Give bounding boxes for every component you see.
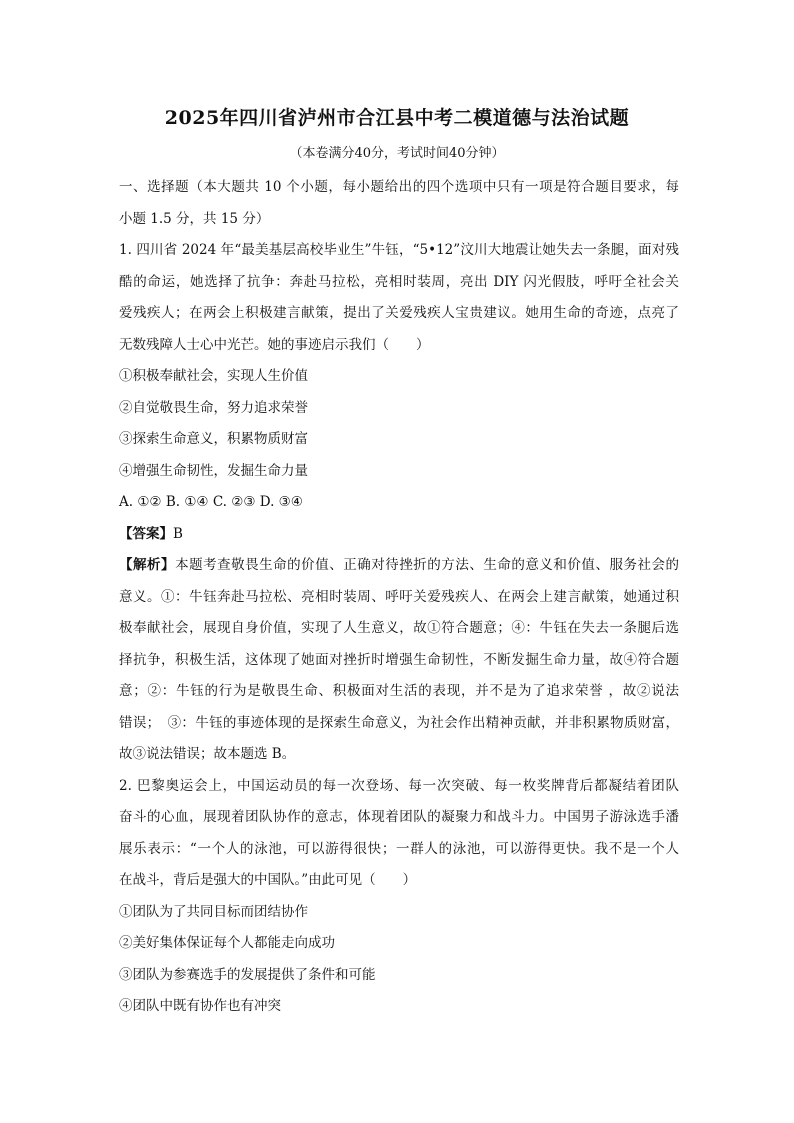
question-1	[119, 235, 679, 771]
answer-value: B	[173, 525, 183, 542]
analysis-line: 择抗争，积极生活，这体现了她面对挫折时增强生命韧性，不断发掘生命力量，故④符合题	[119, 651, 679, 668]
option-item: ④增强生命韧性，发掘生命力量	[119, 462, 308, 479]
answer-line	[119, 519, 679, 551]
question-stem-line: 1. 四川省 2024 年“最美基层高校毕业生”牛钰，“5•12”汶川大地震让她失去一条腿，面对残	[119, 242, 679, 258]
question-stem-line: 2. 巴黎奥运会上，中国运动员的每一次登场、每一次突破、每一枚奖牌背后都凝结着团队	[119, 777, 679, 794]
option-item: ②美好集体保证每个人都能走向成功	[119, 935, 335, 951]
question-stem-line: 展乐表示：“一个人的泳池，可以游得很快；一群人的泳池，可以游得更快。我不是一个人	[119, 840, 679, 857]
option-item: ③探索生命意义，积累物质财富	[119, 431, 308, 447]
analysis-line: 错误； ③：牛钰的事迹体现的是探索生命意义，为社会作出精神贡献，并非积累物质财富，	[119, 714, 679, 731]
analysis-tag: 【解析】	[119, 557, 176, 573]
analysis-text: 本题考查敬畏生命的价值、正确对待挫折的方法、生命的意义和价值、服务社会的	[175, 557, 680, 573]
section-heading-line: 一、选择题（本大题共 10 个小题，每小题给出的四个选项中只有一项是符合题目要求，每	[119, 179, 679, 195]
answer-tag: 【答案】	[119, 525, 173, 542]
option-item: ③团队为参赛选手的发展提供了条件和可能	[119, 966, 376, 983]
question-stem-line: 爱残疾人；在两会上积极建言献策，提出了关爱残疾人宝贵建议。她用生命的奇迹，点亮了	[119, 305, 679, 321]
question-stem-line: 无数残障人士心中光芒。她的事迹启示我们（ ）	[119, 336, 430, 353]
question-2	[119, 771, 679, 1023]
exam-info-subtitle: （本卷满分40分，考试时间40分钟）	[289, 146, 505, 161]
analysis-line: 故③说法错误；故本题选 B。	[119, 746, 296, 762]
question-stem-line: 奋斗的心血，展现着团队协作的意志，体现着团队的凝聚力和战斗力。中国男子游泳选手潘	[119, 809, 679, 825]
question-stem-line: 酷的命运，她选择了抗争：奔赴马拉松，亮相时装周，亮出 DIY 闪光假肢，呼吁全社会关	[119, 273, 679, 290]
section-heading-line: 小题 1.5 分，共 15 分）	[119, 210, 270, 227]
analysis-line: 意；②：牛钰的行为是敬畏生命、积极面对生活的表现，并不是为了追求荣誉 ，故②说法	[119, 683, 679, 699]
option-item: ②自觉敬畏生命，努力追求荣誉	[119, 399, 308, 416]
analysis-line: 极奉献社会，展现自身价值，实现了人生意义，故①符合题意；④：牛钰在失去一条腿后选	[119, 620, 679, 636]
page-title: 2025年四川省泸州市合江县中考二模道德与法治试题	[164, 107, 630, 129]
option-item: ④团队中既有协作也有冲突	[119, 998, 281, 1014]
option-item: ①团队为了共同目标而团结协作	[119, 903, 308, 920]
analysis-line	[119, 550, 679, 582]
answer-choices: A. ①② B. ①④ C. ②③ D. ③④	[119, 494, 303, 510]
option-item: ①积极奉献社会，实现人生价值	[119, 368, 308, 384]
question-stem-line: 在战斗，背后是强大的中国队。”由此可见（ ）	[119, 872, 417, 888]
exam-body	[119, 172, 679, 1023]
analysis-line: 意义。①：牛钰奔赴马拉松、亮相时装周、呼吁关爱残疾人、在两会上建言献策，她通过积	[119, 588, 679, 605]
